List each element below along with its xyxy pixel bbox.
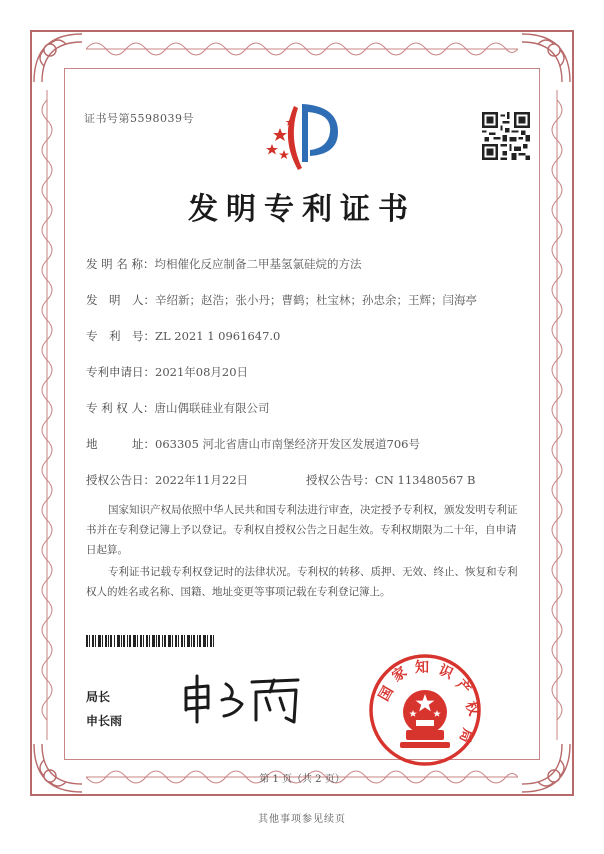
patent-number-row xyxy=(86,328,280,344)
corner-ornament-top-left xyxy=(30,30,86,86)
svg-text:产: 产 xyxy=(452,676,474,698)
invention-name-label: 发 明 名 称： xyxy=(86,257,155,271)
patentee-label: 专 利 权 人： xyxy=(86,401,155,415)
patentee-row xyxy=(86,400,269,416)
address-label: 地 址： xyxy=(86,437,155,451)
grant-date-row xyxy=(86,472,248,488)
corner-ornament-bottom-left xyxy=(30,740,86,796)
footer-note: 其他事项参见续页 xyxy=(258,814,346,825)
page-number: 第 1 页（共 2 页） xyxy=(259,774,345,785)
grant-statement-paragraph: 国家知识产权局依照中华人民共和国专利法进行审查，决定授予专利权，颁发发明专利证书并在专利登记簿上予以登记。专利权自授权公告之日起生效。专利权期限为二十年，自申请日起算。 xyxy=(86,504,518,556)
certificate-title: 发明专利证书 xyxy=(188,192,416,227)
qr-code-icon xyxy=(482,112,530,160)
application-date-value: 2021年08月20日 xyxy=(155,365,249,379)
svg-text:国: 国 xyxy=(376,683,397,705)
corner-ornament-bottom-right xyxy=(518,740,574,796)
barcode-icon xyxy=(86,635,214,647)
inventors-value: 辛绍新；赵浩；张小丹；曹鹤；杜宝林；孙忠余；王辉；闫海亭 xyxy=(155,293,477,307)
patent-number-label: 专 利 号： xyxy=(86,329,155,343)
grant-date-value: 2022年11月22日 xyxy=(155,473,249,487)
svg-text:识: 识 xyxy=(435,662,456,683)
application-date-label: 专利申请日： xyxy=(86,365,155,379)
invention-name-row xyxy=(86,256,361,272)
svg-text:家: 家 xyxy=(389,664,411,686)
application-date-row xyxy=(86,364,248,380)
director-name: 申长雨 xyxy=(86,714,123,728)
svg-text:知: 知 xyxy=(415,660,429,676)
address-value: 063305 河北省唐山市南堡经济开发区发展道706号 xyxy=(155,437,421,451)
inventors-row xyxy=(86,292,477,308)
director-title: 局长 xyxy=(86,690,111,704)
grant-date-label: 授权公告日： xyxy=(86,473,155,487)
address-row xyxy=(86,436,420,452)
invention-name-value: 均相催化反应制备二甲基氢氯硅烷的方法 xyxy=(154,257,362,271)
inventors-label: 发 明 人： xyxy=(86,293,155,307)
patentee-value: 唐山偶联硅业有限公司 xyxy=(154,401,270,415)
corner-ornament-top-right xyxy=(518,30,574,86)
legal-status-paragraph: 专利证书记载专利权登记时的法律状况。专利权的转移、质押、无效、终止、恢复和专利权人的姓名或名称、国籍、地址变更等事项记载在专利登记簿上。 xyxy=(86,566,518,598)
svg-text:局: 局 xyxy=(455,726,476,745)
grant-number-label: 授权公告号： xyxy=(306,473,375,487)
certificate-number: 证书号第5598039号 xyxy=(84,112,194,125)
cnipa-logo-icon xyxy=(258,98,348,178)
patent-number-value: ZL 2021 1 0961647.0 xyxy=(155,329,281,343)
svg-text:权: 权 xyxy=(461,699,482,718)
grant-number-row xyxy=(306,472,475,488)
official-seal-icon xyxy=(360,650,490,770)
grant-number-value: CN 113480567 B xyxy=(375,473,476,487)
decorative-pattern-top xyxy=(86,34,518,64)
handwritten-signature xyxy=(180,670,310,726)
